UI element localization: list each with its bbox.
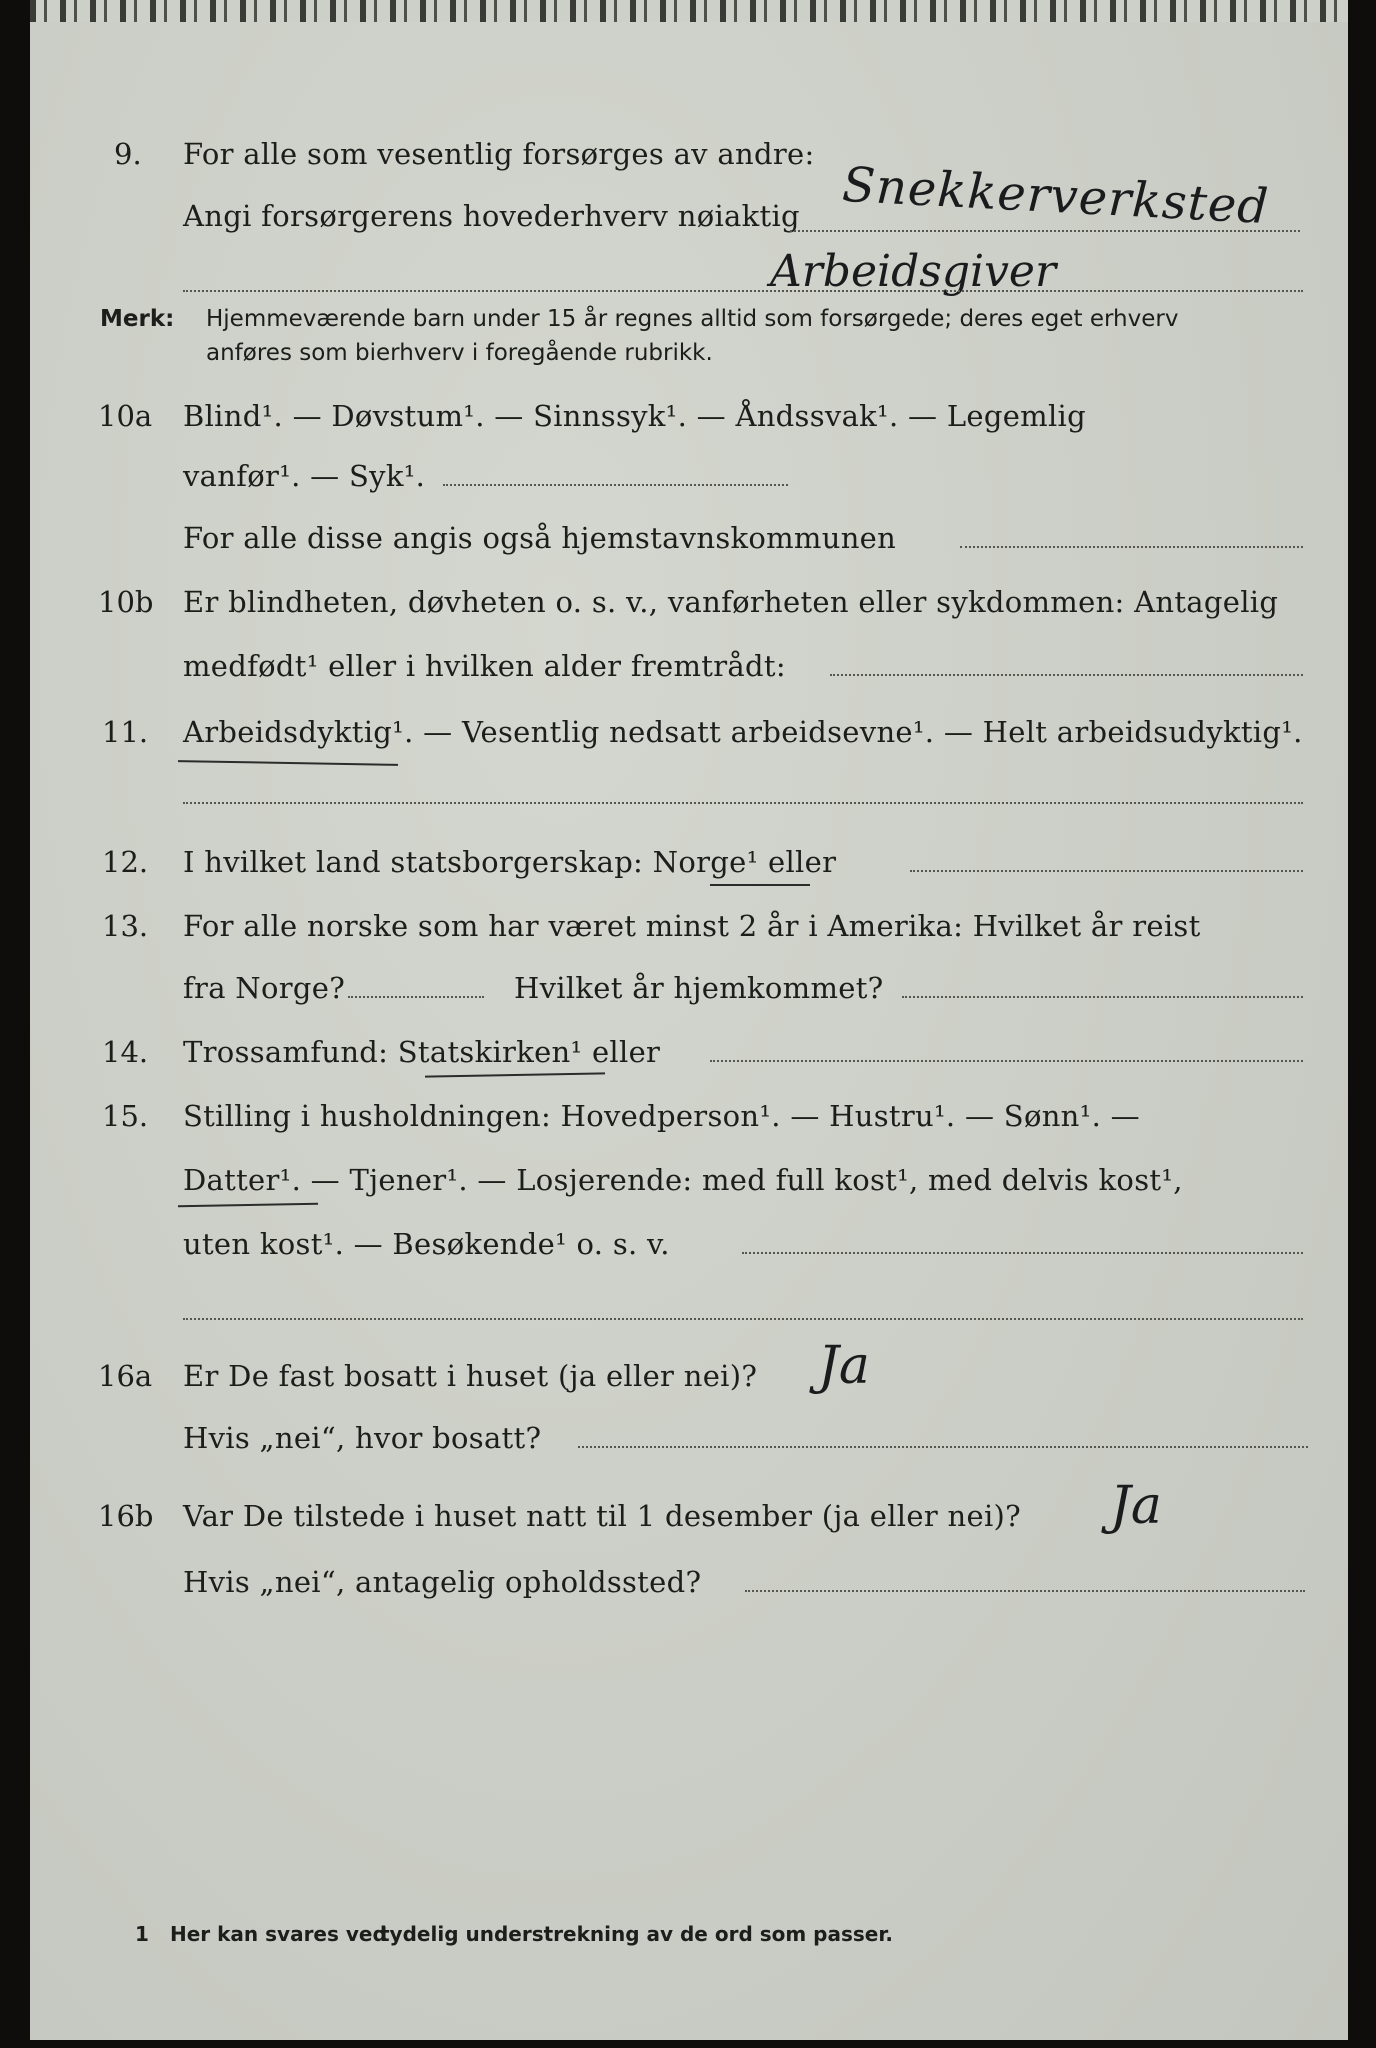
question-number: 16a xyxy=(98,1359,153,1393)
page-top-edge xyxy=(30,0,1348,22)
note-text: anføres som bierhverv i foregående rubrikk. xyxy=(206,340,713,366)
question-text: Hvilket år hjemkommet? xyxy=(514,971,884,1005)
answer-line xyxy=(578,1446,1308,1448)
question-number: 16b xyxy=(98,1499,154,1533)
handwritten-answer: Arbeidsgiver xyxy=(770,246,1056,297)
question-text: Hvis „nei“, hvor bosatt? xyxy=(183,1421,542,1455)
handwritten-answer: Ja xyxy=(1110,1476,1162,1536)
question-number: 13. xyxy=(102,909,149,943)
question-text: Er De fast bosatt i huset (ja eller nei)? xyxy=(183,1359,758,1393)
note-text: Hjemmeværende barn under 15 år regnes alltid som forsørgede; deres eget erhverv xyxy=(206,306,1179,332)
question-text: Angi forsørgerens hovederhverv nøiaktig xyxy=(183,199,800,233)
question-text: Hvis „nei“, antagelig opholdssted? xyxy=(183,1565,702,1599)
census-form-page xyxy=(30,22,1348,2040)
question-text: I hvilket land statsborgerskap: Norge¹ eller xyxy=(183,845,837,879)
note-label: Merk: xyxy=(100,306,175,332)
question-text: Er blindheten, døvheten o. s. v., vanførheten eller sykdommen: Antagelig xyxy=(183,585,1279,619)
question-text: Datter¹. — Tjener¹. — Losjerende: med full kost¹, med delvis kost¹, xyxy=(183,1163,1183,1197)
question-text: For alle som vesentlig forsørges av andre: xyxy=(183,137,815,171)
answer-line xyxy=(790,230,1300,232)
answer-underline xyxy=(178,760,398,766)
question-number: 9. xyxy=(114,137,142,171)
question-number: 14. xyxy=(102,1035,149,1069)
answer-line xyxy=(348,996,484,998)
footnote-emphasis: tydelig understrekning av de ord som passer. xyxy=(380,1922,893,1946)
answer-line xyxy=(183,290,1303,292)
question-number: 12. xyxy=(102,845,149,879)
question-number: 10b xyxy=(98,585,154,619)
question-text: For alle norske som har været minst 2 år i Amerika: Hvilket år reist xyxy=(183,909,1201,943)
answer-line xyxy=(183,802,1303,804)
answer-line xyxy=(710,1060,1303,1062)
question-number: 15. xyxy=(102,1099,149,1133)
answer-line xyxy=(183,1318,1303,1320)
question-text: fra Norge? xyxy=(183,971,346,1005)
question-text: medfødt¹ eller i hvilken alder fremtrådt: xyxy=(183,649,786,683)
question-text: Arbeidsdyktig¹. — Vesentlig nedsatt arbeidsevne¹. — Helt arbeidsudyktig¹. xyxy=(183,715,1303,749)
question-text: Trossamfund: Statskirken¹ eller xyxy=(183,1035,661,1069)
answer-line xyxy=(902,996,1303,998)
answer-underline xyxy=(425,1072,605,1077)
question-text: Blind¹. — Døvstum¹. — Sinnssyk¹. — Åndssvak¹. — Legemlig xyxy=(183,399,1086,433)
handwritten-answer: Snekkerverksted xyxy=(840,156,1271,236)
answer-underline xyxy=(178,1203,318,1207)
footnote-text: Her kan svares ved xyxy=(170,1922,387,1946)
answer-line xyxy=(830,674,1303,676)
answer-line xyxy=(742,1252,1303,1254)
question-text: uten kost¹. — Besøkende¹ o. s. v. xyxy=(183,1227,670,1261)
question-text: For alle disse angis også hjemstavnskommunen xyxy=(183,521,897,555)
answer-line xyxy=(960,546,1303,548)
question-text: Stilling i husholdningen: Hovedperson¹. — Hustru¹. — Sønn¹. — xyxy=(183,1099,1140,1133)
question-number: 11. xyxy=(102,715,149,749)
answer-line xyxy=(443,484,788,486)
answer-line xyxy=(910,870,1303,872)
footnote-mark: 1 xyxy=(135,1922,149,1946)
question-text: Var De tilstede i huset natt til 1 desember (ja eller nei)? xyxy=(183,1499,1021,1533)
answer-line xyxy=(745,1590,1305,1592)
handwritten-answer: Ja xyxy=(818,1336,870,1396)
answer-underline xyxy=(710,884,810,886)
question-number: 10a xyxy=(98,399,153,433)
question-text: vanfør¹. — Syk¹. xyxy=(183,459,426,493)
